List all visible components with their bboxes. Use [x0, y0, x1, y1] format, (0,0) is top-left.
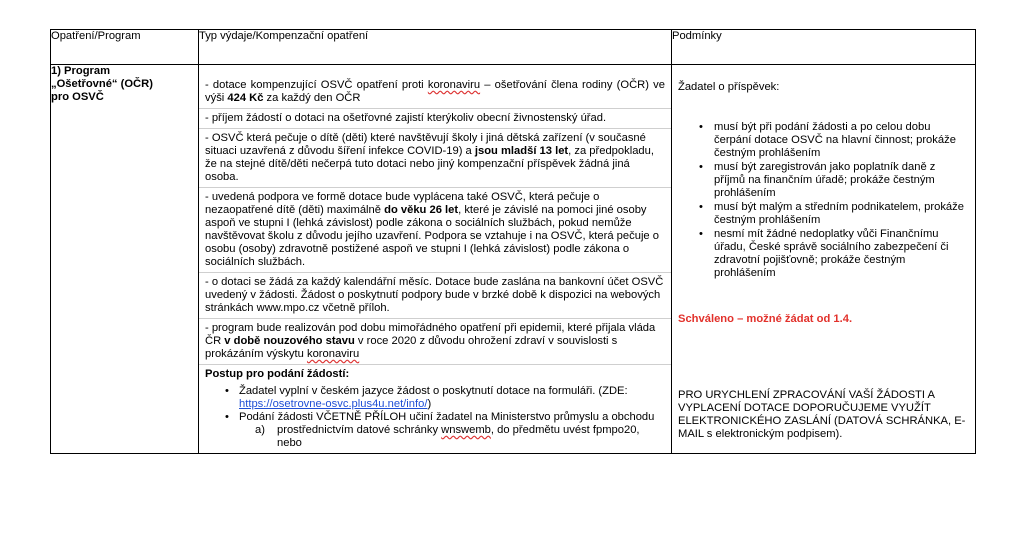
- subitem-text-b: , do předmětu uvést fpmpo20, nebo: [277, 424, 640, 449]
- program-name-line2: „Ošetřovné“ (OČR): [51, 78, 153, 90]
- program-name-line1: 1) Program: [51, 65, 111, 77]
- p1-text-b: – ošetřování člena rodiny (OČR) ve výši: [205, 79, 665, 104]
- p6-text-b: v roce 2020 z důvodu ohrožení zdraví v souvislosti s prokázáním výskytu: [205, 335, 618, 360]
- p1-amount: 424 Kč: [227, 92, 264, 104]
- subitem-text: [277, 424, 665, 450]
- program-name-line3: pro OSVČ: [51, 91, 104, 103]
- header-row: [51, 30, 976, 65]
- header-program: Opatření/Program: [51, 30, 199, 65]
- header-conditions: Podmínky: [672, 30, 976, 65]
- paragraph-children-13: [199, 129, 671, 188]
- paragraph-monthly: - o dotaci se žádá za každý kalendářní měsíc. Dotace bude zaslána na bankovní účet OSVČ uvedený v žádosti. Žádost o poskytnutí podpory bude v brzké době k dispozici na webových stránkách www.mpo.cz včetně příloh.: [199, 273, 671, 319]
- program-row: [51, 65, 976, 454]
- approved-notice: Schváleno – možné žádat od 1.4.: [678, 313, 853, 325]
- p6-text-a: - program bude realizován pod dobu mimořádného opatření při epidemii, které přijala vláda ČR: [205, 322, 656, 347]
- header-expense-type: Typ výdaje/Kompenzační opatření: [199, 30, 672, 65]
- p4-text-b: , které je závislé na pomoci jiné osoby aspoň ve stupni I (lehká závislost) podle zákona o sociálních službách, pokud nemůže navštěvovat školu z důvodu jejího uzavření. Podpora se vztahuje i na OSVČ, která pečuje o osobu (osoby) zdravotně postižené aspoň ve stupni I (lehká závislost) podle zákona o sociálních službách.: [205, 204, 659, 268]
- p3-bold: jsou mladší 13 let: [474, 145, 569, 157]
- p3-text-b: , za předpokladu, že na stejné dítě/děti nečerpá tuto dotaci nebo jiný kompenzační příspěvek žádná jiná osoba.: [205, 145, 654, 183]
- p3-text-a: - OSVČ která pečuje o dítě (děti) které navštěvují školy i jiná dětská zařízení (v současné situaci uzavřená z důvodu šíření infekce COVID-19) a: [205, 132, 646, 157]
- form-link[interactable]: https://osetrovne-osvc.plus4u.net/info/: [239, 398, 428, 410]
- paragraph-compensation: [199, 65, 671, 109]
- conditions-list: [672, 121, 975, 280]
- procedure-item1-text: Žadatel vyplní v českém jazyce žádost o poskytnutí dotace na formuláři. (ZDE:: [239, 385, 628, 397]
- procedure-item-form: [239, 385, 665, 411]
- procedure-item1-close: ): [427, 398, 432, 410]
- procedure-item-submit: • Podání žádosti VČETNĚ PŘÍLOH učiní žadatel na Ministerstvo průmyslu a obchodu: [239, 411, 665, 424]
- p1-text-c: za každý den OČR: [263, 92, 361, 104]
- p6-bold: v době nouzového stavu: [224, 335, 355, 347]
- paragraph-office: - příjem žádostí o dotaci na ošetřovné zajistí kterýkoliv obecní živnostenský úřad.: [199, 109, 671, 129]
- p4-text-a: - uvedená podpora ve formě dotace bude vyplácena také OSVČ, která pečuje o nezaopatřené dítě (děti) maximálně: [205, 191, 600, 216]
- p4-bold: do věku 26 let: [384, 204, 459, 216]
- paragraph-duration: [199, 319, 671, 365]
- procedure-title: Postup pro podání žádostí:: [205, 368, 350, 380]
- condition-item: • nesmí mít žádné nedoplatky vůči Finančnímu úřadu, České správě sociálního zabezpečení či zdravotní pojišťovně; prokáže čestným prohlášením: [714, 228, 967, 280]
- condition-item: • musí být malým a středním podnikatelem, prokáže čestným prohlášením: [714, 201, 967, 227]
- paragraph-procedure: [199, 365, 671, 453]
- p6-squiggle: koronaviru: [306, 348, 360, 360]
- program-cell: [51, 65, 199, 454]
- procedure-list: [205, 385, 665, 424]
- paragraph-children-26: [199, 188, 671, 273]
- p1-text-a: - dotace kompenzující OSVČ opatření proti: [205, 79, 428, 91]
- procedure-subitem: [205, 424, 665, 450]
- program-table: [50, 29, 976, 454]
- subitem-text-a: prostřednictvím datové schránky: [277, 424, 442, 436]
- p1-text-squiggle: koronaviru: [427, 79, 481, 91]
- applicant-intro: Žadatel o příspěvek:: [678, 81, 780, 93]
- subitem-squiggle: wnswemb: [441, 424, 491, 436]
- conditions-cell: [672, 65, 976, 454]
- condition-item: • musí být při podání žádosti a po celou dobu čerpání dotace OSVČ na hlavní činnost; prokáže čestným prohlášením: [714, 121, 967, 160]
- condition-item: • musí být zaregistrován jako poplatník daně z příjmů na finančním úřadě; prokáže čestným prohlášením: [714, 161, 967, 200]
- electronic-submission-advice: PRO URYCHLENÍ ZPRACOVÁNÍ VAŠÍ ŽÁDOSTI A VYPLACENÍ DOTACE DOPORUČUJEME VYUŽÍT ELEKTRONICKÉHO ZASLÁNÍ (DATOVÁ SCHRÁNKA, E-MAIL s elektronickým podpisem).: [678, 389, 966, 440]
- subitem-letter: a): [255, 424, 265, 436]
- expense-cell: [199, 65, 672, 454]
